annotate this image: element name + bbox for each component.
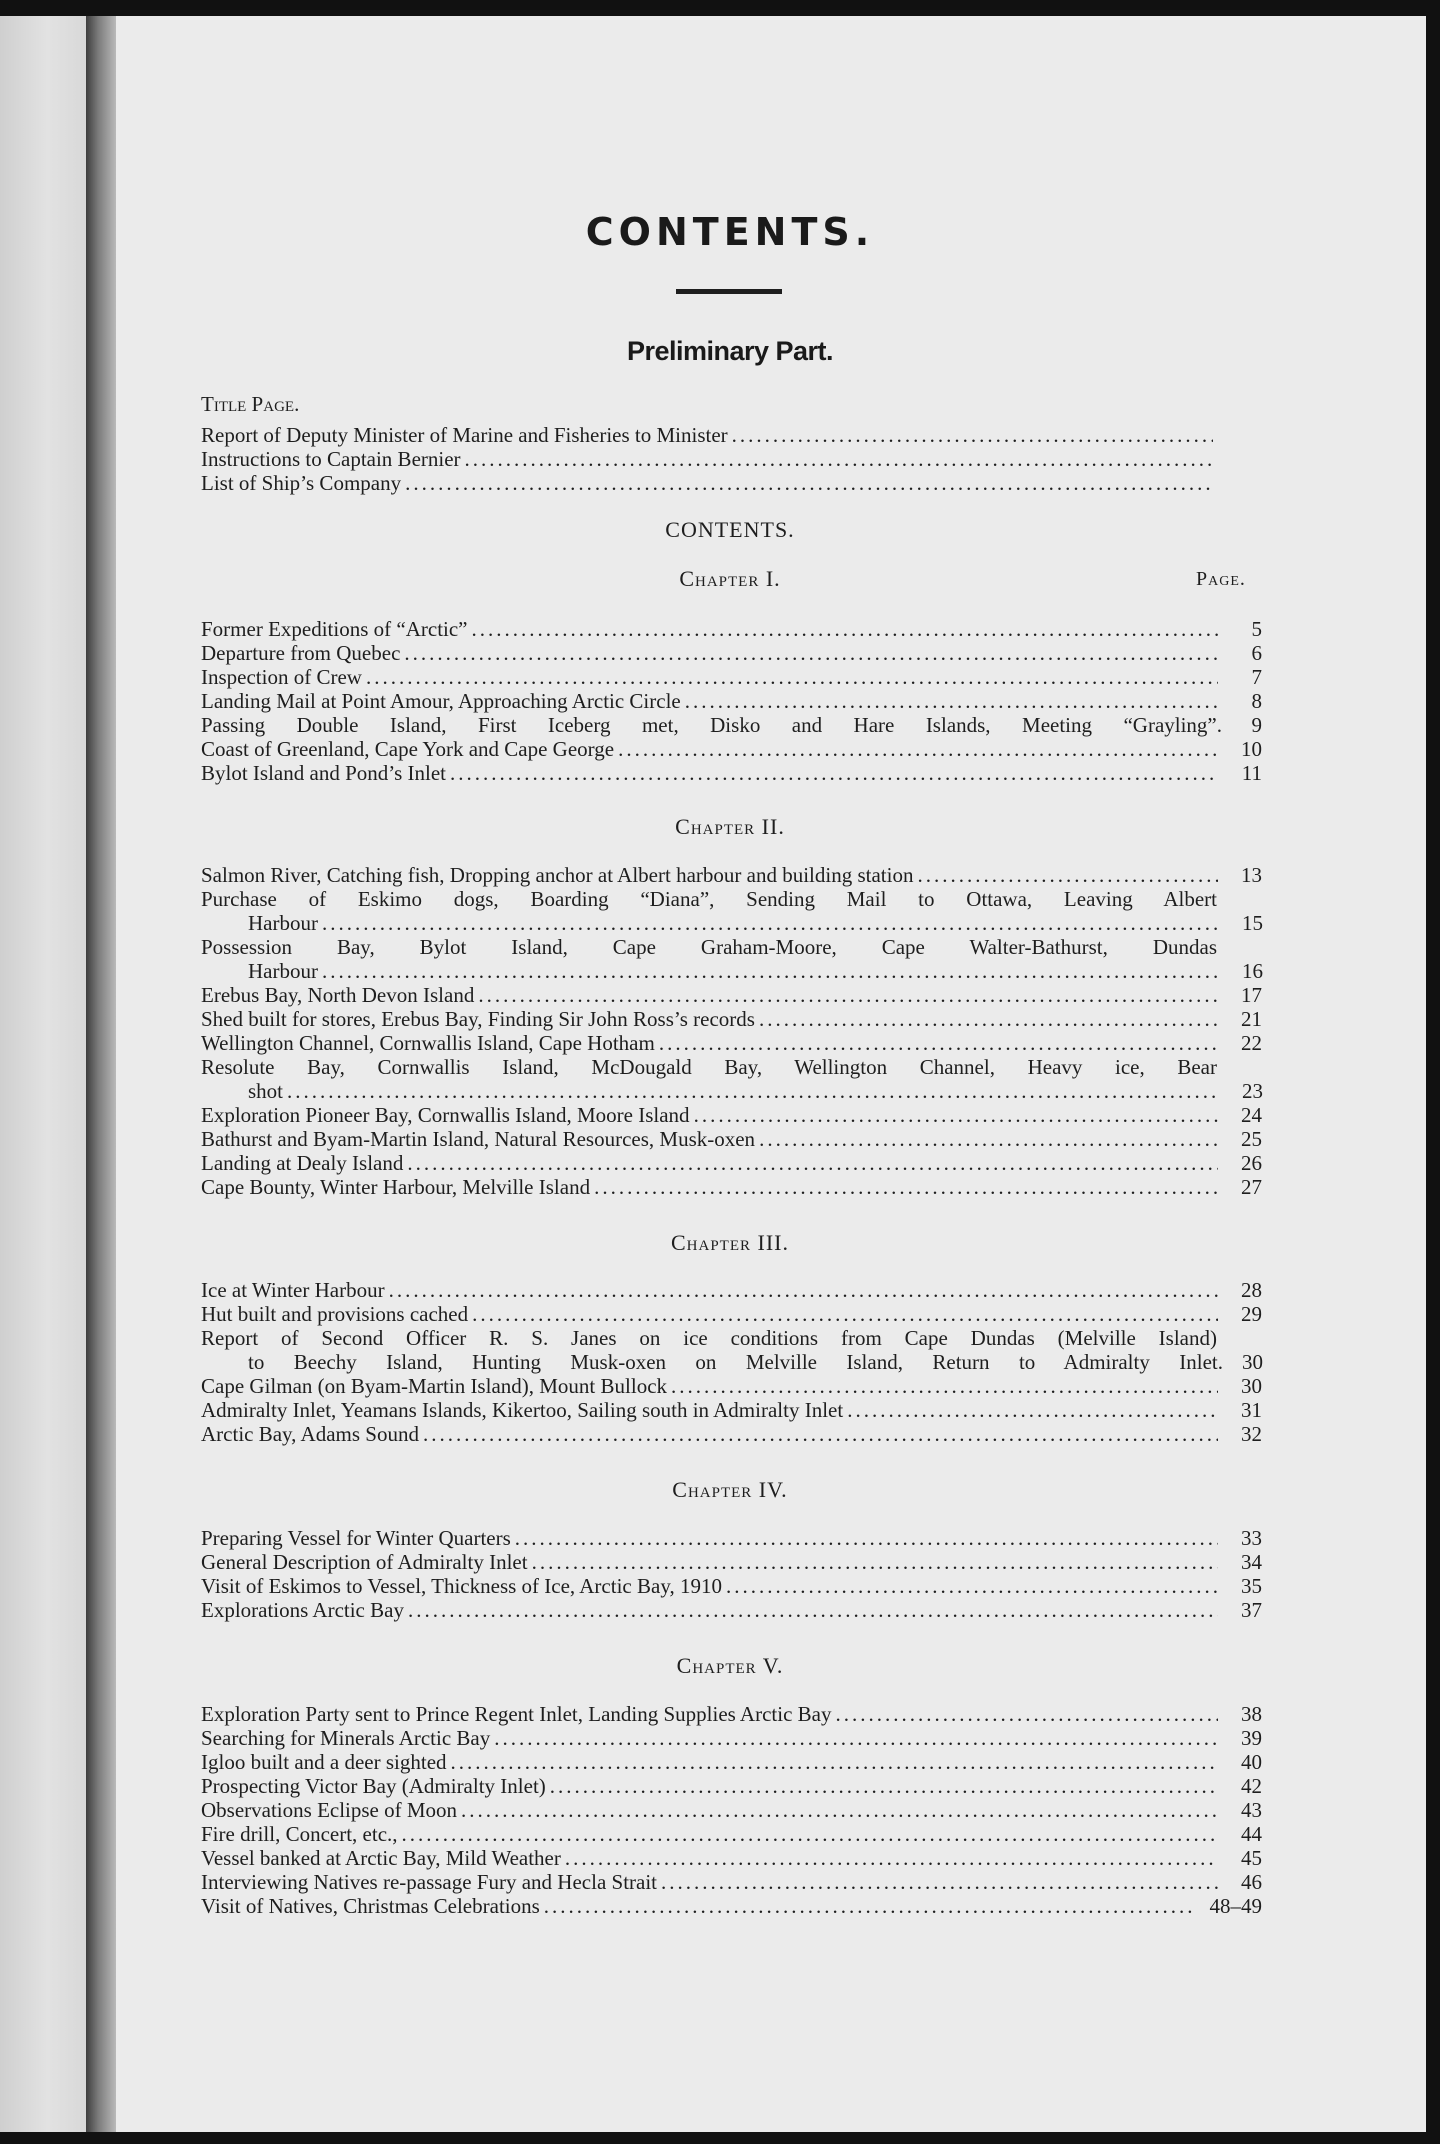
page-number: 8 [1251, 689, 1262, 713]
toc-entry-text: Exploration Pioneer Bay, Cornwallis Island, Moore Island [201, 1103, 690, 1127]
toc-entry [201, 737, 1262, 761]
page-number: 9 [1251, 713, 1262, 737]
dot-leader [694, 1103, 1218, 1127]
page-number: 7 [1251, 665, 1262, 689]
dot-leader [366, 665, 1218, 689]
toc-entry [201, 689, 1262, 713]
toc-entry [201, 1870, 1262, 1894]
toc-entry [201, 1574, 1262, 1598]
dot-leader [465, 447, 1213, 471]
toc-entry-text: Shed built for stores, Erebus Bay, Finding Sir John Ross’s records [201, 1007, 755, 1031]
toc-entry-first-line: Purchase of Eskimo dogs, Boarding “Diana”, Sending Mail to Ottawa, Leaving Albert [201, 887, 1217, 911]
toc-entry [201, 761, 1262, 785]
chapter-heading: Chapter II. [675, 814, 785, 839]
page-number: 5 [1251, 617, 1262, 641]
page-number: 24 [1241, 1103, 1262, 1127]
toc-entry [201, 1007, 1262, 1031]
toc-entry-text: Cape Bounty, Winter Harbour, Melville Island [201, 1175, 591, 1199]
toc-entry [201, 423, 1217, 447]
dot-leader [594, 1175, 1218, 1199]
page-number: 48–49 [1209, 1894, 1262, 1918]
dot-leader [550, 1774, 1218, 1798]
dot-leader [404, 641, 1218, 665]
page-number: 40 [1241, 1750, 1262, 1774]
dot-leader [847, 1398, 1218, 1422]
chapter-heading: Chapter IV. [672, 1477, 788, 1502]
page-column-heading: Page. [1196, 568, 1246, 590]
toc-entry-text: Coast of Greenland, Cape York and Cape George [201, 737, 615, 761]
toc-entry-text: Passing Double Island, First Iceberg met, Disko and Hare Islands, Meeting “Grayling”. [201, 713, 1222, 737]
toc-entry-text: to Beechy Island, Hunting Musk-oxen on Melville Island, Return to Admiralty Inlet. [248, 1350, 1223, 1374]
toc-entry-text: Ice at Winter Harbour [201, 1278, 385, 1302]
chapter-heading: Chapter I. [679, 566, 781, 591]
dot-leader [402, 1822, 1218, 1846]
page-number: 45 [1241, 1846, 1262, 1870]
toc-entry-first-line: Report of Second Officer R. S. Janes on ice conditions from Cape Dundas (Melville Island) [201, 1326, 1217, 1350]
dot-leader [732, 423, 1213, 447]
toc-entry-text: Interviewing Natives re-passage Fury and Hecla Strait [201, 1870, 658, 1894]
toc-entry [201, 1031, 1262, 1055]
page-number: 13 [1241, 863, 1262, 887]
dot-leader [287, 1079, 1219, 1103]
toc-entry [201, 1302, 1262, 1326]
dot-leader [917, 863, 1218, 887]
toc-entry [201, 1894, 1262, 1918]
dot-leader [461, 1798, 1218, 1822]
dot-leader [515, 1526, 1218, 1550]
page-number: 31 [1241, 1398, 1262, 1422]
page-number: 16 [1242, 959, 1263, 983]
toc-entry-text: Former Expeditions of “Arctic” [201, 617, 468, 641]
toc-entry-text: Visit of Eskimos to Vessel, Thickness of Ice, Arctic Bay, 1910 [201, 1574, 722, 1598]
toc-entry-text: Searching for Minerals Arctic Bay [201, 1726, 491, 1750]
toc-entry [201, 1726, 1262, 1750]
dot-leader [759, 1007, 1218, 1031]
toc-entry-text: Inspection of Crew [201, 665, 362, 689]
dot-leader [618, 737, 1218, 761]
toc-entry-text: Harbour [248, 959, 318, 983]
toc-entry [201, 1398, 1262, 1422]
toc-entry [201, 641, 1262, 665]
dot-leader [451, 1750, 1218, 1774]
toc-entry [201, 617, 1262, 641]
section-subtitle: Preliminary Part. [626, 336, 834, 366]
toc-entry [201, 1526, 1262, 1550]
dot-leader [685, 689, 1218, 713]
dot-leader [835, 1702, 1218, 1726]
toc-entry-text: Report of Deputy Minister of Marine and Fisheries to Minister [201, 423, 728, 447]
toc-entry [248, 1079, 1263, 1103]
page-number: 26 [1241, 1151, 1262, 1175]
dot-leader [661, 1870, 1218, 1894]
toc-entry-text: Hut built and provisions cached [201, 1302, 469, 1326]
toc-entry-first-line: Possession Bay, Bylot Island, Cape Graham-Moore, Cape Walter-Bathurst, Dundas [201, 935, 1217, 959]
toc-entry-text: Departure from Quebec [201, 641, 401, 665]
scan-bottom-edge [0, 2132, 1440, 2144]
page-number: 30 [1242, 1350, 1263, 1374]
toc-entry-first-line: Resolute Bay, Cornwallis Island, McDougald Bay, Wellington Channel, Heavy ice, Bear [201, 1055, 1217, 1079]
page-number: 23 [1242, 1079, 1263, 1103]
toc-entry-text: Observations Eclipse of Moon [201, 1798, 458, 1822]
dot-leader [405, 471, 1213, 495]
dot-leader [659, 1031, 1218, 1055]
toc-entry-text: Admiralty Inlet, Yeamans Islands, Kikertoo, Sailing south in Admiralty Inlet [201, 1398, 844, 1422]
scan-right-edge [1426, 0, 1440, 2144]
dot-leader [671, 1374, 1218, 1398]
toc-entry [201, 1550, 1262, 1574]
dot-leader [322, 959, 1219, 983]
page-number: 29 [1241, 1302, 1262, 1326]
toc-entry-text: Igloo built and a deer sighted [201, 1750, 447, 1774]
toc-entry-text: shot [248, 1079, 284, 1103]
toc-entry-text: Explorations Arctic Bay [201, 1598, 404, 1622]
dot-leader [532, 1550, 1218, 1574]
toc-entry-text: Erebus Bay, North Devon Island [201, 983, 475, 1007]
toc-entry-text: General Description of Admiralty Inlet [201, 1550, 528, 1574]
page-number: 6 [1251, 641, 1262, 665]
dot-leader [389, 1278, 1218, 1302]
toc-entry-text: Arctic Bay, Adams Sound [201, 1422, 419, 1446]
toc-entry [201, 1422, 1262, 1446]
page-number: 11 [1241, 761, 1262, 785]
toc-entry [201, 983, 1262, 1007]
dot-leader [478, 983, 1218, 1007]
toc-entry [201, 1774, 1262, 1798]
dot-leader [408, 1598, 1218, 1622]
page-number: 21 [1241, 1007, 1262, 1031]
page-number: 39 [1241, 1726, 1262, 1750]
toc-entry-text: Cape Gilman (on Byam-Martin Island), Mount Bullock [201, 1374, 668, 1398]
dot-leader [544, 1894, 1194, 1918]
toc-entry [201, 1151, 1262, 1175]
toc-entry [201, 1374, 1262, 1398]
toc-entry [201, 713, 1262, 737]
toc-entry [201, 447, 1217, 471]
page-number: 43 [1241, 1798, 1262, 1822]
page-title: CONTENTS. [585, 210, 875, 254]
page-number: 15 [1242, 911, 1263, 935]
dot-leader [450, 761, 1218, 785]
toc-entry-text: Prospecting Victor Bay (Admiralty Inlet) [201, 1774, 546, 1798]
toc-entry-text: Wellington Channel, Cornwallis Island, Cape Hotham [201, 1031, 655, 1055]
page-number: 37 [1241, 1598, 1262, 1622]
page-number: 42 [1241, 1774, 1262, 1798]
toc-entry [201, 1175, 1262, 1199]
dot-leader [472, 617, 1219, 641]
chapter-heading: Chapter III. [671, 1230, 789, 1255]
toc-entry-text: Exploration Party sent to Prince Regent Inlet, Landing Supplies Arctic Bay [201, 1702, 832, 1726]
dot-leader [322, 911, 1219, 935]
page-number: 38 [1241, 1702, 1262, 1726]
toc-entry-text: Landing Mail at Point Amour, Approaching Arctic Circle [201, 689, 681, 713]
page-number: 28 [1241, 1278, 1262, 1302]
toc-entry [201, 1798, 1262, 1822]
page-number: 46 [1241, 1870, 1262, 1894]
scan-top-edge [0, 0, 1440, 16]
toc-entry-text: Landing at Dealy Island [201, 1151, 404, 1175]
dot-leader [407, 1151, 1218, 1175]
toc-entry [201, 471, 1217, 495]
dot-leader [423, 1422, 1218, 1446]
toc-entry [201, 1127, 1262, 1151]
toc-entry-text: List of Ship’s Company [201, 471, 402, 495]
dot-leader [726, 1574, 1218, 1598]
toc-entry [248, 1350, 1263, 1374]
toc-entry-text: Fire drill, Concert, etc., [201, 1822, 398, 1846]
toc-entry-text: Vessel banked at Arctic Bay, Mild Weather [201, 1846, 561, 1870]
facing-page-edge [0, 16, 86, 2132]
contents-heading: CONTENTS. [665, 517, 795, 542]
dot-leader [565, 1846, 1218, 1870]
page-number: 35 [1241, 1574, 1262, 1598]
page-number: 17 [1241, 983, 1262, 1007]
dot-leader [472, 1302, 1218, 1326]
toc-entry-text: Instructions to Captain Bernier [201, 447, 461, 471]
toc-entry [201, 1103, 1262, 1127]
dot-leader [759, 1127, 1218, 1151]
page-number: 27 [1241, 1175, 1262, 1199]
title-rule [676, 289, 782, 294]
toc-entry [201, 1598, 1262, 1622]
page-number: 25 [1241, 1127, 1262, 1151]
book-gutter [86, 16, 116, 2132]
page-number: 34 [1241, 1550, 1262, 1574]
toc-entry [201, 863, 1262, 887]
page-number: 32 [1241, 1422, 1262, 1446]
toc-entry-text: Salmon River, Catching fish, Dropping anchor at Albert harbour and building station [201, 863, 914, 887]
page-number: 10 [1241, 737, 1262, 761]
page-number: 33 [1241, 1526, 1262, 1550]
toc-entry-text: Harbour [248, 911, 318, 935]
toc-entry [201, 1750, 1262, 1774]
title-page-entry: Title Page. [201, 392, 300, 416]
page-number: 44 [1241, 1822, 1262, 1846]
toc-entry [248, 911, 1263, 935]
toc-entry [201, 1846, 1262, 1870]
toc-entry [248, 959, 1263, 983]
toc-entry-text: Bathurst and Byam-Martin Island, Natural Resources, Musk-oxen [201, 1127, 756, 1151]
toc-entry [201, 1822, 1262, 1846]
toc-entry [201, 1278, 1262, 1302]
toc-entry-text: Visit of Natives, Christmas Celebrations [201, 1894, 540, 1918]
page-number: 22 [1241, 1031, 1262, 1055]
toc-entry-text: Bylot Island and Pond’s Inlet [201, 761, 446, 785]
toc-entry [201, 665, 1262, 689]
page-number: 30 [1241, 1374, 1262, 1398]
toc-entry-text: Preparing Vessel for Winter Quarters [201, 1526, 511, 1550]
dot-leader [494, 1726, 1218, 1750]
chapter-heading: Chapter V. [676, 1653, 784, 1678]
toc-entry [201, 1702, 1262, 1726]
